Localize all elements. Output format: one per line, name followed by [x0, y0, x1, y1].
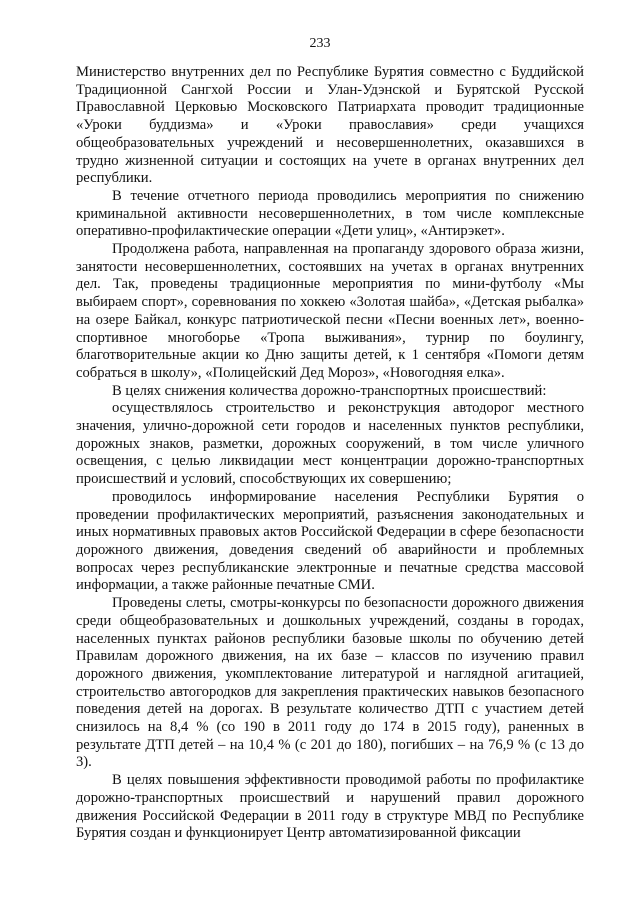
paragraph-5: осуществлялось строительство и реконструкция автодорог местного значения, улично-дорожной сети городов и населенных пунктов республики, дорожных знаков, разметки, дорожных сооружений, в том числе уличного освещения, с целью ликвидации мест концентрации дорожно-транспортных происшествий и условий, способствующих их совершению; [76, 400, 584, 488]
page-number: 233 [309, 36, 331, 51]
paragraph-2: В течение отчетного периода проводились мероприятия по снижению криминальной активности несовершеннолетних, в том числе комплексные оперативно-профилактические операции «Дети улиц», «Антирэкет». [76, 187, 584, 240]
paragraph-1: Министерство внутренних дел по Республике Бурятия совместно с Буддийской Традиционной Сангхой России и Улан-Удэнской и Бурятской Русской Православной Церковью Московского Патриархата проводит традиционные «Уроки буддизма» и «Уроки православия» среди учащихся общеобразовательных учреждений и несовершеннолетних, оказавшихся в трудно жизненной ситуации и состоящих на учете в органах внутренних дел республики. [76, 64, 584, 187]
paragraph-7: Проведены слеты, смотры-конкурсы по безопасности дорожного движения среди общеобразовательных и дошкольных учреждений, созданы в городах, населенных пунктах районов республики базовые школы по обучению детей Правилам дорожного движения, на их базе – классов по изучению правил дорожного движения, укомплектование литературой и наглядной агитацией, строительство автогородков для закрепления практических навыков безопасного поведения детей на дорогах. В результате количество ДТП с участием детей снизилось на 8,4 % (со 190 в 2011 году до 174 в 2015 году), раненных в результате ДТП детей – на 10,4 % (с 201 до 180), погибших – на 76,9 % (с 13 до 3). [76, 595, 584, 771]
body-text [76, 64, 584, 843]
paragraph-6: проводилось информирование населения Республики Бурятия о проведении профилактических мероприятий, разъяснения законодательных и иных нормативных правовых актов Российской Федерации в сфере безопасности дорожного движения, доведения сведений об аварийности и проблемных вопросах через республиканские электронные и печатные средства массовой информации, а также районные печатные СМИ. [76, 488, 584, 594]
paragraph-8: В целях повышения эффективности проводимой работы по профилактике дорожно-транспортных происшествий и нарушений правил дорожного движения Российской Федерации в 2011 году в структуре МВД по Республике Бурятия создан и функционирует Центр автоматизированной фиксации [76, 772, 584, 842]
paragraph-3: Продолжена работа, направленная на пропаганду здорового образа жизни, занятости несовершеннолетних, состоявших на учетах в органах внутренних дел. Так, проведены традиционные мероприятия по мини-футболу «Мы выбираем спорт», соревнования по хоккею «Золотая шайба», «Детская рыбалка» на озере Байкал, конкурс патриотической песни «Песни военных лет», военно-спортивное многоборье «Тропа выживания», турнир по боулингу, благотворительные акции ко Дню защиты детей, к 1 сентября «Помоги детям собраться в школу», «Полицейский Дед Мороз», «Новогодняя елка». [76, 241, 584, 381]
paragraph-4: В целях снижения количества дорожно-транспортных происшествий: [112, 382, 547, 399]
